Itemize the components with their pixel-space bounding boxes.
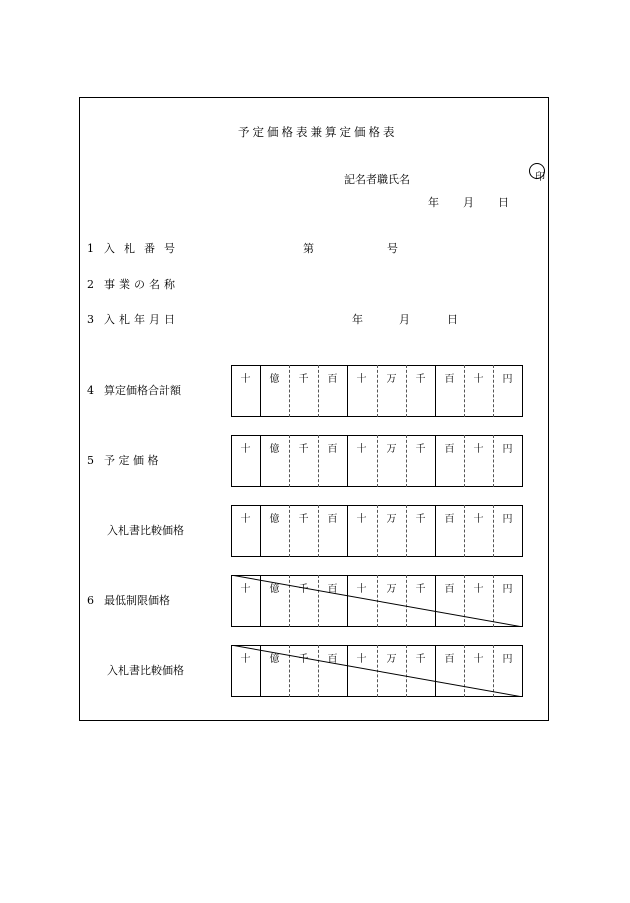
grid-divider-dashed xyxy=(406,435,407,487)
digit-place-label: 百 xyxy=(444,444,455,455)
grid-divider-dashed xyxy=(318,505,319,557)
digit-place-label: 十 xyxy=(356,584,367,595)
item-label-bid-number: 入札番号 xyxy=(104,242,184,255)
item-number: 4 xyxy=(87,384,94,397)
digit-place-label: 百 xyxy=(444,654,455,665)
item-number: 2 xyxy=(87,278,94,291)
grid-divider xyxy=(260,505,261,557)
bid-date-day: 日 xyxy=(447,313,458,326)
bid-number-prefix: 第 xyxy=(303,242,314,255)
grid-divider-dashed xyxy=(289,505,290,557)
amount-grid xyxy=(231,505,523,557)
digit-place-label: 百 xyxy=(327,584,338,595)
amount-grid xyxy=(231,645,523,697)
seal-char: 印 xyxy=(535,172,545,183)
grid-divider xyxy=(435,365,436,417)
writer-label: 記名者職氏名 xyxy=(344,173,410,186)
digit-place-label: 円 xyxy=(502,374,513,385)
digit-place-label: 十 xyxy=(240,514,251,525)
bid-number-suffix: 号 xyxy=(387,242,398,255)
digit-place-label: 億 xyxy=(269,654,280,665)
digit-place-label: 百 xyxy=(444,584,455,595)
digit-place-label: 十 xyxy=(473,374,484,385)
item-number: 5 xyxy=(87,454,94,467)
item-label-bid-date: 入札年月日 xyxy=(104,313,179,326)
grid-divider-dashed xyxy=(318,435,319,487)
digit-place-label: 円 xyxy=(502,654,513,665)
digit-place-label: 千 xyxy=(298,374,309,385)
grid-divider-dashed xyxy=(493,505,494,557)
digit-place-label: 十 xyxy=(473,654,484,665)
grid-divider-dashed xyxy=(377,435,378,487)
digit-place-label: 万 xyxy=(386,514,397,525)
amount-row-label: 予 定 価 格 xyxy=(104,454,159,467)
amount-grid xyxy=(231,365,523,417)
digit-place-label: 億 xyxy=(269,444,280,455)
item-label-project-name: 事業の名称 xyxy=(104,278,179,291)
amount-grid xyxy=(231,435,523,487)
digit-place-label: 十 xyxy=(356,514,367,525)
digit-place-label: 十 xyxy=(240,654,251,665)
grid-divider-dashed xyxy=(464,505,465,557)
digit-place-label: 千 xyxy=(415,584,426,595)
digit-place-label: 千 xyxy=(415,654,426,665)
grid-divider xyxy=(260,435,261,487)
amount-row-label: 最低制限価格 xyxy=(104,594,170,607)
digit-place-label: 千 xyxy=(415,374,426,385)
grid-divider xyxy=(347,435,348,487)
digit-place-label: 千 xyxy=(298,654,309,665)
digit-place-label: 十 xyxy=(473,444,484,455)
digit-place-label: 億 xyxy=(269,374,280,385)
form-title: 予定価格表兼算定価格表 xyxy=(238,125,398,139)
digit-place-label: 千 xyxy=(415,444,426,455)
digit-place-label: 億 xyxy=(269,584,280,595)
digit-place-label: 十 xyxy=(240,584,251,595)
grid-divider-dashed xyxy=(464,435,465,487)
grid-divider xyxy=(260,365,261,417)
digit-place-label: 千 xyxy=(298,584,309,595)
grid-divider xyxy=(347,505,348,557)
grid-divider xyxy=(435,435,436,487)
grid-divider-dashed xyxy=(377,365,378,417)
digit-place-label: 百 xyxy=(444,514,455,525)
digit-place-label: 円 xyxy=(502,584,513,595)
grid-divider-dashed xyxy=(493,365,494,417)
amount-row-label: 入札書比較価格 xyxy=(107,664,184,677)
amount-row-label: 入札書比較価格 xyxy=(107,524,184,537)
item-number: 1 xyxy=(87,242,94,255)
digit-place-label: 十 xyxy=(240,374,251,385)
digit-place-label: 千 xyxy=(415,514,426,525)
item-number: 6 xyxy=(87,594,94,607)
digit-place-label: 十 xyxy=(473,584,484,595)
strike-through-line xyxy=(231,645,523,697)
digit-place-label: 千 xyxy=(298,444,309,455)
header-day-label: 日 xyxy=(498,196,509,209)
digit-place-label: 億 xyxy=(269,514,280,525)
digit-place-label: 百 xyxy=(444,374,455,385)
amount-grid xyxy=(231,575,523,627)
digit-place-label: 十 xyxy=(356,374,367,385)
bid-date-month: 月 xyxy=(399,313,410,326)
digit-place-label: 万 xyxy=(386,584,397,595)
digit-place-label: 十 xyxy=(356,654,367,665)
digit-place-label: 万 xyxy=(386,444,397,455)
digit-place-label: 十 xyxy=(356,444,367,455)
digit-place-label: 円 xyxy=(502,444,513,455)
header-month-label: 月 xyxy=(463,196,474,209)
grid-divider xyxy=(347,365,348,417)
grid-divider-dashed xyxy=(289,365,290,417)
grid-divider xyxy=(435,505,436,557)
grid-divider-dashed xyxy=(406,365,407,417)
digit-place-label: 万 xyxy=(386,654,397,665)
header-year-label: 年 xyxy=(428,196,439,209)
bid-date-year: 年 xyxy=(352,313,363,326)
grid-divider-dashed xyxy=(318,365,319,417)
grid-divider-dashed xyxy=(406,505,407,557)
item-number: 3 xyxy=(87,313,94,326)
digit-place-label: 百 xyxy=(327,374,338,385)
digit-place-label: 百 xyxy=(327,444,338,455)
grid-divider-dashed xyxy=(493,435,494,487)
digit-place-label: 百 xyxy=(327,654,338,665)
grid-divider-dashed xyxy=(464,365,465,417)
grid-divider-dashed xyxy=(289,435,290,487)
digit-place-label: 十 xyxy=(240,444,251,455)
strike-through-line xyxy=(231,575,523,627)
digit-place-label: 万 xyxy=(386,374,397,385)
grid-divider-dashed xyxy=(377,505,378,557)
digit-place-label: 円 xyxy=(502,514,513,525)
digit-place-label: 千 xyxy=(298,514,309,525)
digit-place-label: 百 xyxy=(327,514,338,525)
digit-place-label: 十 xyxy=(473,514,484,525)
amount-row-label: 算定価格合計額 xyxy=(104,384,181,397)
